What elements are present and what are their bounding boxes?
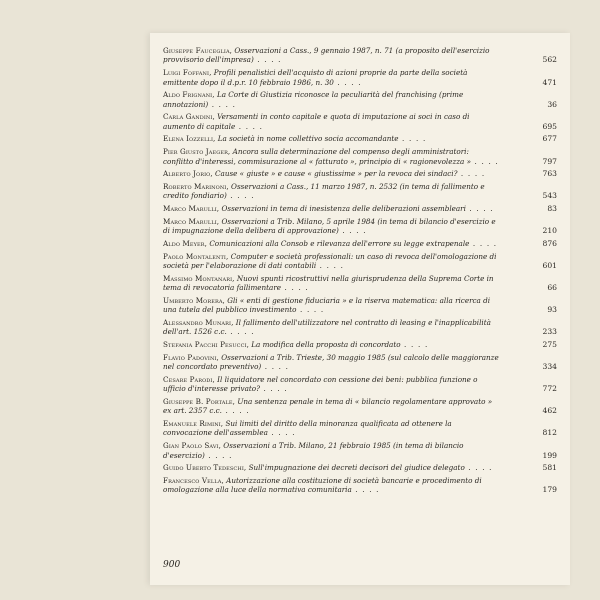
toc-entry: [163, 46, 557, 65]
table-of-contents: [163, 46, 557, 498]
leader-dots: . . . .: [400, 340, 429, 350]
leader-dots: . . . .: [235, 121, 264, 131]
entry-title: Nuovi spunti ricostruttivi nella giurisprudenza della Suprema Corte in tema di revocatoria fallimentare: [163, 273, 494, 293]
entry-author: Aldo Meyer,: [163, 238, 208, 248]
entry-author: Carla Gandini,: [163, 112, 215, 122]
leader-dots: . . . .: [457, 169, 486, 179]
entry-title: Ancora sulla determinazione del compenso degli amministratori: conflitto d'interessi, commisurazione al « fatturato », principio di « ragionevolezza »: [163, 147, 472, 166]
entry-author: Massimo Montanari,: [163, 273, 235, 283]
entry-title: Autorizzazione alla costituzione di società bancarie e procedimento di omologazione alla luce della normativa comunitaria: [163, 475, 482, 495]
entry-author: Marco Marulli,: [163, 216, 220, 226]
entry-page: 772: [542, 384, 557, 394]
leader-dots: . . . .: [471, 156, 499, 166]
toc-entry: [163, 134, 557, 144]
leader-dots: . . . .: [296, 305, 325, 315]
leader-dots: . . . .: [333, 77, 362, 87]
entry-page: 471: [542, 77, 557, 87]
leader-dots: . . . .: [464, 463, 493, 473]
entry-author: Aldo Frignani,: [163, 90, 215, 100]
entry-author: Guido Uberto Tedeschi,: [163, 463, 247, 473]
toc-entry: [163, 169, 557, 179]
entry-page: 763: [542, 169, 557, 179]
entry-title: Profili penalistici dell'acquisto di azioni proprie da parte della società emittente dopo il d.p.r. 10 febbraio 1986, n. 30: [163, 68, 468, 87]
toc-entry: [163, 374, 557, 394]
entry-author: Stefania Pacchi Pesucci,: [163, 340, 249, 350]
entry-page: 36: [547, 99, 557, 109]
toc-entry: [163, 112, 557, 131]
entry-author: Marco Marulli,: [163, 204, 220, 214]
entry-title: La Corte di Giustizia riconosce la peculiarità del franchising (prime annotazioni): [163, 90, 464, 109]
entry-page: 199: [542, 450, 557, 460]
entry-title: La società in nome collettivo socia accomandante: [217, 134, 399, 144]
entry-page: 797: [542, 156, 557, 166]
entry-title: Comunicazioni alla Consob e rilevanza dell'errore su legge extrapenale: [209, 238, 470, 248]
toc-entry: [163, 295, 557, 315]
leader-dots: . . . .: [316, 260, 345, 270]
leader-dots: . . . .: [281, 283, 309, 293]
entry-title: Osservazioni in tema di inesistenza delle deliberazioni assembleari: [221, 204, 466, 214]
toc-entry: [163, 352, 557, 372]
leader-dots: . . . .: [253, 55, 282, 65]
entry-title: Gli « enti di gestione fiduciaria » e la riserva matematica: alla ricerca di una tutela del pubblico investimento: [163, 295, 491, 315]
entry-page: 66: [547, 283, 557, 293]
page-number: 900: [163, 560, 181, 570]
leader-dots: . . . .: [351, 485, 380, 495]
entry-title: Osservazioni a Trib. Trieste, 30 maggio 1985 (sul calcolo delle maggioranze nel concordato preventivo): [163, 352, 499, 372]
toc-entry: [163, 147, 557, 166]
entry-title: Sull'impugnazione dei decreti decisori del giudice delegato: [248, 463, 465, 473]
entry-page: 581: [542, 463, 557, 473]
entry-title: Una sentenza penale in tema di « bilancio regolamentare approvato » ex art. 2357 c.c.: [163, 396, 493, 416]
entry-page: 601: [542, 260, 557, 270]
entry-author: Umberto Morera,: [163, 295, 225, 305]
entry-page: 275: [542, 340, 557, 350]
entry-title: La modifica della proposta di concordato: [251, 340, 401, 350]
entry-page: 334: [542, 362, 557, 372]
toc-entry: [163, 204, 557, 214]
toc-entry: [163, 475, 557, 495]
leader-dots: . . . .: [398, 134, 427, 144]
entry-author: Gian Paolo Savi,: [163, 441, 221, 451]
entry-author: Giuseppe Fauceglia,: [163, 46, 233, 55]
toc-entry: [163, 463, 557, 473]
entry-title: Versamenti in conto capitale e quota di imputazione ai soci in caso di aumento di capitale: [163, 112, 470, 131]
entry-author: Francesco Vella,: [163, 475, 224, 485]
leader-dots: . . . .: [208, 99, 237, 109]
entry-title: Sui limiti del diritto della minoranza qualificata ad ottenere la convocazione dell'assemblea: [163, 419, 452, 438]
toc-entry: [163, 181, 557, 201]
entry-author: Elena Iozzelli,: [163, 134, 216, 144]
toc-entry: [163, 419, 557, 438]
entry-author: Paolo Montalenti,: [163, 251, 229, 261]
entry-page: 179: [542, 485, 557, 495]
leader-dots: . . . .: [221, 406, 250, 416]
leader-dots: . . . .: [338, 226, 367, 236]
entry-page: 812: [542, 428, 557, 438]
toc-entry: [163, 441, 557, 460]
entry-page: 543: [542, 191, 557, 201]
leader-dots: . . . .: [204, 450, 233, 460]
entry-page: 233: [542, 327, 557, 337]
entry-page: 210: [542, 226, 557, 236]
entry-author: Alessandro Munari,: [163, 317, 234, 327]
entry-page: 562: [542, 55, 557, 65]
entry-title: Il liquidatore nel concordato con cessione dei beni: pubblica funzione o ufficio d'interesse privato?: [163, 374, 478, 394]
leader-dots: . . . .: [261, 362, 290, 372]
entry-title: Cause « giuste » e cause « giustissime » per la revoca dei sindaci?: [215, 169, 458, 179]
entry-author: Pier Giusto Jaeger,: [163, 147, 231, 157]
leader-dots: . . . .: [469, 238, 498, 248]
entry-title: Osservazioni a Cass., 11 marzo 1987, n. 2532 (in tema di fallimento e credito fondiario): [163, 181, 485, 201]
entry-page: 462: [542, 406, 557, 416]
entry-title: Il fallimento dell'utilizzatore nel contratto di leasing e l'inapplicabilità dell'art. 1526 c.c.: [163, 317, 491, 337]
toc-entry: [163, 68, 557, 87]
toc-entry: [163, 396, 557, 416]
entry-title: Computer e società professionali: un caso di revoca dell'omologazione di società per l'elaborazione di dati contabili: [163, 251, 497, 270]
entry-author: Luigi Foffani,: [163, 68, 212, 78]
entry-page: 83: [547, 204, 557, 214]
toc-entry: [163, 273, 557, 293]
leader-dots: . . . .: [259, 384, 288, 394]
entry-author: Emanuele Rimini,: [163, 419, 224, 429]
toc-entry: [163, 90, 557, 109]
toc-entry: [163, 317, 557, 337]
entry-title: Osservazioni a Cass., 9 gennaio 1987, n. 71 (a proposito dell'esercizio provvisorio dell'impresa): [163, 46, 490, 65]
entry-author: Alberto Jorio,: [163, 169, 213, 179]
entry-page: 876: [542, 238, 557, 248]
toc-entry: [163, 216, 557, 236]
entry-page: 695: [542, 121, 557, 131]
entry-title: Osservazioni a Trib. Milano, 5 aprile 1984 (in tema di bilancio d'esercizio e di impugnazione della delibera di approvazione): [163, 216, 496, 236]
toc-entry: [163, 238, 557, 248]
toc-entry: [163, 251, 557, 271]
entry-page: 677: [542, 134, 557, 144]
entry-author: Flavio Padovini,: [163, 352, 219, 362]
entry-author: Cesare Parodi,: [163, 374, 215, 384]
leader-dots: . . . .: [226, 327, 255, 337]
entry-page: 93: [547, 305, 557, 315]
leader-dots: . . . .: [226, 191, 255, 201]
toc-entry: [163, 340, 557, 350]
entry-author: Giuseppe B. Portale,: [163, 396, 236, 406]
leader-dots: . . . .: [267, 428, 296, 438]
leader-dots: . . . .: [465, 204, 494, 214]
entry-title: Osservazioni a Trib. Milano, 21 febbraio 1985 (in tema di bilancio d'esercizio): [163, 441, 464, 460]
entry-author: Roberto Marinoni,: [163, 181, 229, 191]
